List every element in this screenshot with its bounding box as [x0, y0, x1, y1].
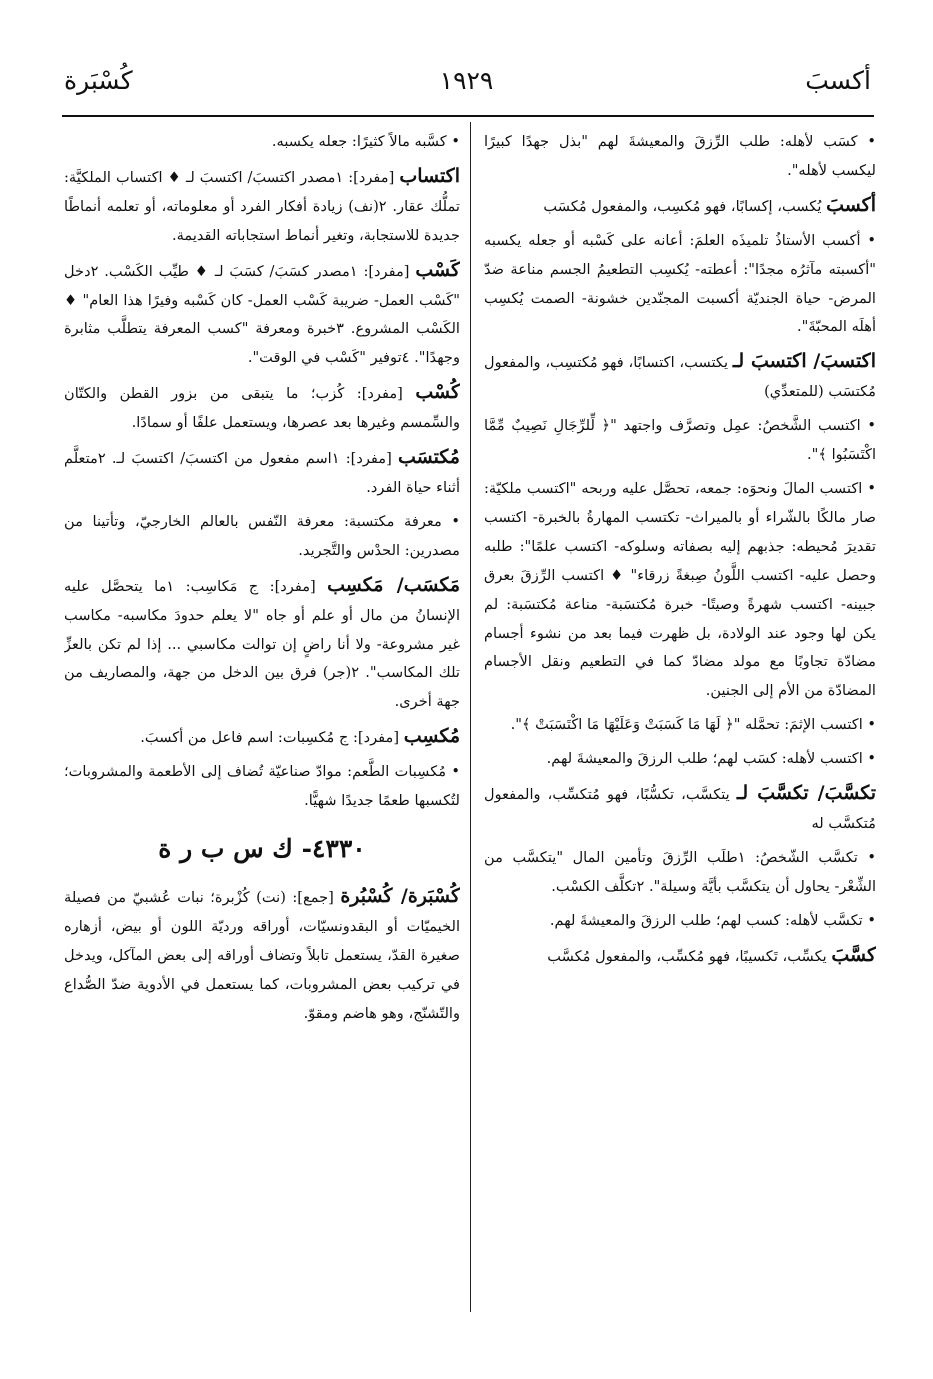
page-number: ١٩٢٩: [439, 66, 494, 95]
headword: كسَّبَ: [831, 943, 876, 966]
dictionary-entry: [64, 256, 460, 374]
sense-text: كسَّبه مالاً كثيرًا: جعله يكسبه.: [271, 133, 447, 150]
header-right-word: أكسبَ: [805, 66, 871, 95]
dictionary-entry: [64, 722, 460, 753]
sense-item: [64, 508, 460, 566]
bullet-icon: •: [441, 512, 460, 530]
headword: كُسْب: [415, 381, 460, 404]
right-column: [484, 128, 876, 1278]
bullet-icon: •: [857, 848, 876, 866]
dictionary-entry: [64, 162, 460, 251]
headword: اكتسبَ/ اكتسبَ لـ: [732, 350, 876, 373]
entry-text: [جمع]: (نت) كُزْبرة؛ نبات عُشبيّ من فصيلة الخيميّات أو البقدونسيّات، أوراقه ورديّة اللون أو بيض، أزهاره صغيرة القدّ، يستعمل تابلاً وتضاف أوراقه إلى بعض المآكل، ويدخل في تركيب بعض المشروبات، كما يستعمل في الأدوية ضدّ الصُّداع والتّشنّج، وهو هاضم ومقوّ.: [64, 888, 460, 1022]
bullet-icon: •: [862, 750, 876, 768]
sense-text: اكتسب الشَّخصُ: عمِل وتصرَّف واجتهد "﴿ لِّلرِّجَالِ نَصِيبٌ مِّمَّا اكْتَسَبُوا ﴾".: [484, 417, 876, 464]
dictionary-entry: [484, 347, 876, 407]
dictionary-entry: [64, 443, 460, 503]
entry-text: يكتسب، اكتسابًا، فهو مُكتسِب، والمفعول مُكتسَب (للمتعدِّي): [484, 354, 876, 401]
bullet-icon: •: [860, 417, 876, 435]
entry-text: [مفرد]: ١اسم مفعول من اكتسبَ/ اكتسبَ لـ. ٢متعلَّم أثناء حياة الفرد.: [64, 450, 460, 496]
sense-item: [484, 227, 876, 343]
entry-text: يُكسب، إكسابًا، فهو مُكسِب، والمفعول مُكسَب: [543, 197, 822, 215]
entry-text: [مفرد]: ١مصدر اكتسبَ/ اكتسبَ لـ ♦ اكتساب الملكيَّة: تملُّك عقار. ٢(نف) زيادة أفكار الفرد أو معلوماته، أو تعلمه أنماطًا جديدة للاستجابة، وتغير أنماط استجاباته القديمة.: [64, 168, 460, 244]
sense-item: [484, 412, 876, 470]
sense-text: كسَب لأهله: طلب الرِّزقَ والمعيشةَ لهم "بذل جهدًا كبيرًا ليكسب لأهله".: [484, 133, 876, 179]
headword: مَكسَب/ مَكسِب: [327, 573, 460, 596]
bullet-icon: •: [862, 911, 876, 929]
headword: مُكتسَب: [397, 446, 460, 469]
entry-text: [مفرد]: ج مُكسِبات: اسم فاعل من أكسبَ.: [140, 729, 400, 747]
column-divider: [470, 122, 471, 1312]
sense-item: [64, 758, 460, 816]
sense-text: معرفة مكتسبة: معرفة النّفس بالعالم الخارجيّ، وتأتينا من مصدرين: الحدْس والتَّجريد.: [64, 512, 460, 559]
sense-item: [64, 128, 460, 157]
sense-text: مُكسِبات الطَّعم: موادّ صناعيّة تُضاف إلى الأطعمة والمشروبات؛ لتُكسبها طعمًا جديدًا شهيًّا.: [64, 763, 460, 810]
dictionary-entry: [484, 779, 876, 839]
sense-item: [484, 475, 876, 706]
header-rule: [62, 115, 874, 117]
headword: تكسَّبَ/ تكسَّبَ لـ: [736, 782, 876, 805]
bullet-icon: •: [862, 716, 876, 734]
sense-item: [484, 128, 876, 186]
bullet-icon: •: [446, 133, 460, 150]
headword: كَسْب: [415, 258, 460, 281]
dictionary-entry: [64, 378, 460, 438]
sense-item: [484, 711, 876, 740]
bullet-icon: •: [446, 763, 460, 781]
headword: كُسْبَرة/ كُسْبُرة: [340, 884, 460, 907]
sense-item: [484, 745, 876, 774]
left-column: [64, 128, 460, 1308]
bullet-icon: •: [860, 231, 876, 249]
entry-text: [مفرد]: كُزب؛ ما يتبقى من بزور القطن والكتّان والسِّمسم وغيرها بعد عصرها، ويستعمل علفًا أو سمادًا.: [64, 385, 460, 432]
sense-text: أكسب الأستاذُ تلميذَه العلمَ: أعانه على كَسْبه أو جعله يكسبه "أكسبته مآثرُه مجدًا": أعطته- يُكسِب التطعيمُ الجسم مناعة ضدّ المرض- حياة الجنديّة أكسبت المجنّدين خشونة- الصمت يُكسِب أهلَه المحبّةَ".: [484, 231, 876, 336]
entry-text: يكسِّب، تَكسيبًا، فهو مُكسِّب، والمفعول مُكسَّب: [547, 947, 827, 965]
sense-text: تكسَّب لأهله: كسب لهم؛ طلب الرزقَ والمعيشةَ لهم.: [549, 911, 863, 929]
header-left-word: كُسْبَرة: [64, 66, 133, 95]
root-heading: ٤٣٣٠- ك س ب ر ة: [158, 833, 366, 863]
sense-item: [484, 844, 876, 902]
dictionary-entry: [484, 941, 876, 972]
dictionary-entry: [64, 571, 460, 718]
bullet-icon: •: [857, 133, 876, 150]
entry-text: يتكسَّب، تكسُّبًا، فهو مُتكسِّب، والمفعول مُتكسَّب له: [484, 786, 876, 832]
bullet-icon: •: [862, 479, 876, 497]
dictionary-entry: [484, 191, 876, 222]
headword: اكتساب: [399, 164, 460, 187]
entry-text: [مفرد]: ١مصدر كسَبَ/ كسَبَ لـ ♦ طيِّب الكَسْب. ٢دخل "كَسْب العمل- ضريبة كَسْب العمل- كان كَسْبه وفيرًا هذا العام" ♦ الكَسْب المشروع. ٣خبرة ومعرفة "كسب المعرفة يتطلَّب مثابرة وجهدًا". ٤توفير "كَسْب في الوقت".: [64, 262, 460, 367]
dictionary-entry: [64, 882, 460, 1029]
entry-text: [مفرد]: ج مَكاسِب: ١ما يتحصَّل عليه الإنسانُ من مال أو علم أو جاه "لا يعلم حدودَ مكاسبه- مكاسب غير مشروعة- ولا أنا راضٍ إن توالت مكاسبي ... إذا لم تكن بالعزِّ تلك المكاسب". ٢(جر) فرق بين الدخل من جهة، والمصاريف من جهة أخرى.: [64, 577, 460, 711]
headword: مُكسِب: [403, 725, 460, 748]
sense-text: اكتسب الإثمَ: تحمَّله "﴿ لَهَا مَا كَسَبَتْ وَعَلَيْهَا مَا اكْتَسَبَتْ ﴾".: [510, 716, 863, 734]
sense-text: اكتسب لأهله: كسَب لهم؛ طلب الرزقَ والمعيشةَ لهم.: [546, 750, 863, 768]
sense-text: تكسَّب الشّخصُ: ١طلَب الرِّزقَ وتأمين المال "يتكسَّب من الشِّعْر- يحاول أن يتكسَّب بأيَّة وسيلة". ٢تكلَّف الكسْب.: [484, 848, 876, 895]
sense-text: اكتسب المالَ ونحوَه: جمعه، تحصَّل عليه وربحه "اكتسب ملكيّة: صار مالكًا بالشّراء أو بالميراث- تكتسب المهارةُ بالخبرة- اكتسب تقديرَ مُحيطه: جذبهم إليه بصفاته وسلوكه- اكتسب علمًا": طلبه وحصل عليه- اكتسب اللَّونُ صِبغةً زرقاء" ♦ اكتسب الرِّزقَ بعرق جبينه- اكتسب شهرةً وصيتًا- خبرة مُكتسَبة- مناعة مُكتسَبة: لم يكن لها وجود عند الولادة، بل ظهرت فيما بعد من نشوء أجسام مضادّة تجاوبًا مع مولد مضادّ كما في التطعيم ونقل الأجسام المضادّة من الأم إلى الجنين.: [484, 479, 876, 700]
headword: أكسبَ: [826, 193, 876, 216]
sense-item: [484, 907, 876, 936]
